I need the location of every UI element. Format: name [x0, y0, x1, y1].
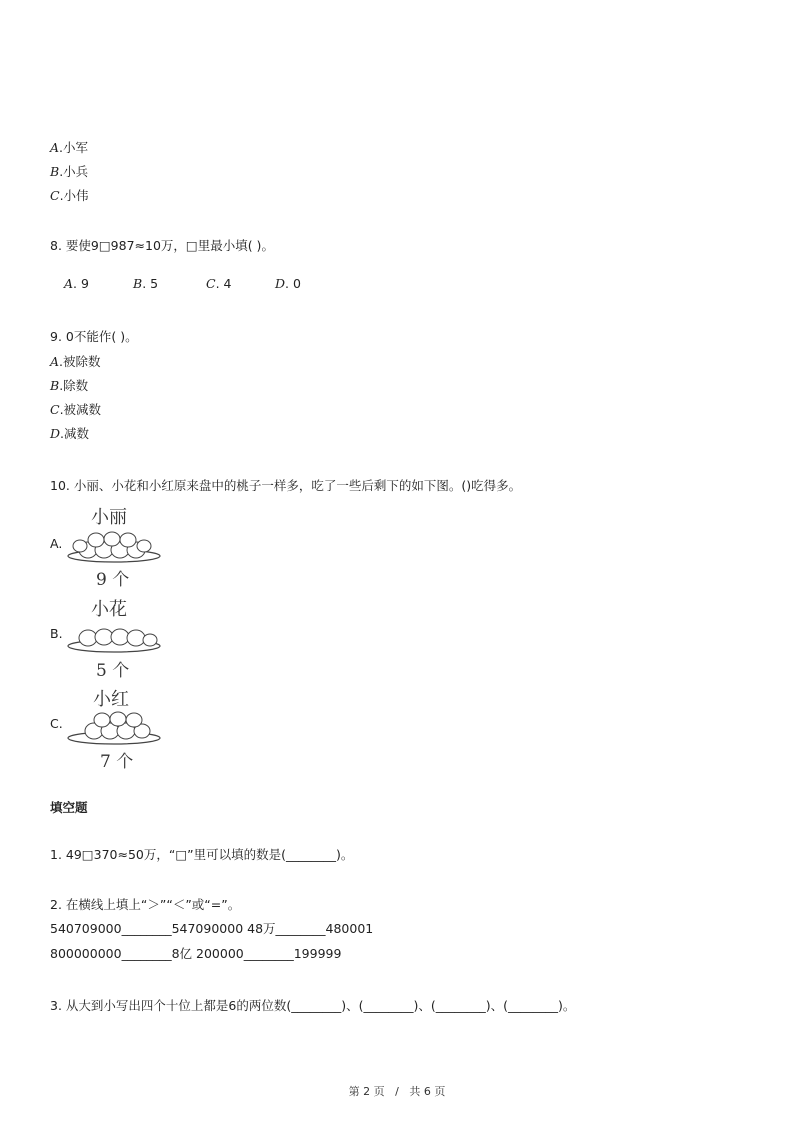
- page-footer: 第 2 页 / 共 6 页: [348, 1085, 446, 1098]
- q7-option-c: C.小伟: [50, 188, 89, 203]
- q8-stem: 8. 要使9□987≈10万，□里最小填( )。: [50, 238, 274, 253]
- fill-q2-stem: 2. 在横线上填上“＞”“＜”或“=”。: [50, 897, 241, 912]
- q10-c-count: 7 个: [100, 752, 134, 772]
- q9-stem: 9. 0不能作( )。: [50, 329, 138, 344]
- peach-plate-b-illustration: [66, 618, 162, 656]
- q10-a-name: 小丽: [91, 507, 127, 528]
- q10-stem: 10. 小丽、小花和小红原来盘中的桃子一样多，吃了一些后剩下的如下图。()吃得多。: [50, 478, 522, 493]
- q10-c-name: 小红: [93, 689, 129, 710]
- fill-q2-line1: 540709000________547090000 48万________480001: [50, 921, 374, 936]
- q10-b-count: 5 个: [96, 661, 130, 681]
- q8-option-c: C. 4: [206, 276, 232, 291]
- peach-plate-c-illustration: [66, 708, 162, 748]
- q10-c-letter: C.: [50, 716, 63, 731]
- q7-option-b: B.小兵: [50, 164, 89, 179]
- q10-b-letter: B.: [50, 626, 63, 641]
- q9-option-d: D.减数: [50, 426, 90, 441]
- q9-option-a: A.被除数: [50, 354, 101, 369]
- q8-option-b: B. 5: [133, 276, 159, 291]
- q9-option-b: B.除数: [50, 378, 89, 393]
- peach-plate-a-illustration: [66, 526, 162, 566]
- q10-b-name: 小花: [91, 599, 127, 620]
- q10-a-letter: A.: [50, 536, 63, 551]
- q8-option-d: D. 0: [275, 276, 301, 291]
- q10-a-count: 9 个: [96, 570, 130, 590]
- section-title-fill-blank: 填空题: [50, 800, 88, 815]
- q9-option-c: C.被减数: [50, 402, 102, 417]
- q8-option-a: A. 9: [64, 276, 89, 291]
- fill-q3: 3. 从大到小写出四个十位上都是6的两位数(________)、(________)、(________)、(________)。: [50, 998, 576, 1013]
- q7-option-a: A.小军: [50, 140, 89, 155]
- fill-q1: 1. 49□370≈50万，“□”里可以填的数是(________)。: [50, 847, 354, 862]
- fill-q2-line2: 800000000________8亿 200000________199999: [50, 946, 342, 961]
